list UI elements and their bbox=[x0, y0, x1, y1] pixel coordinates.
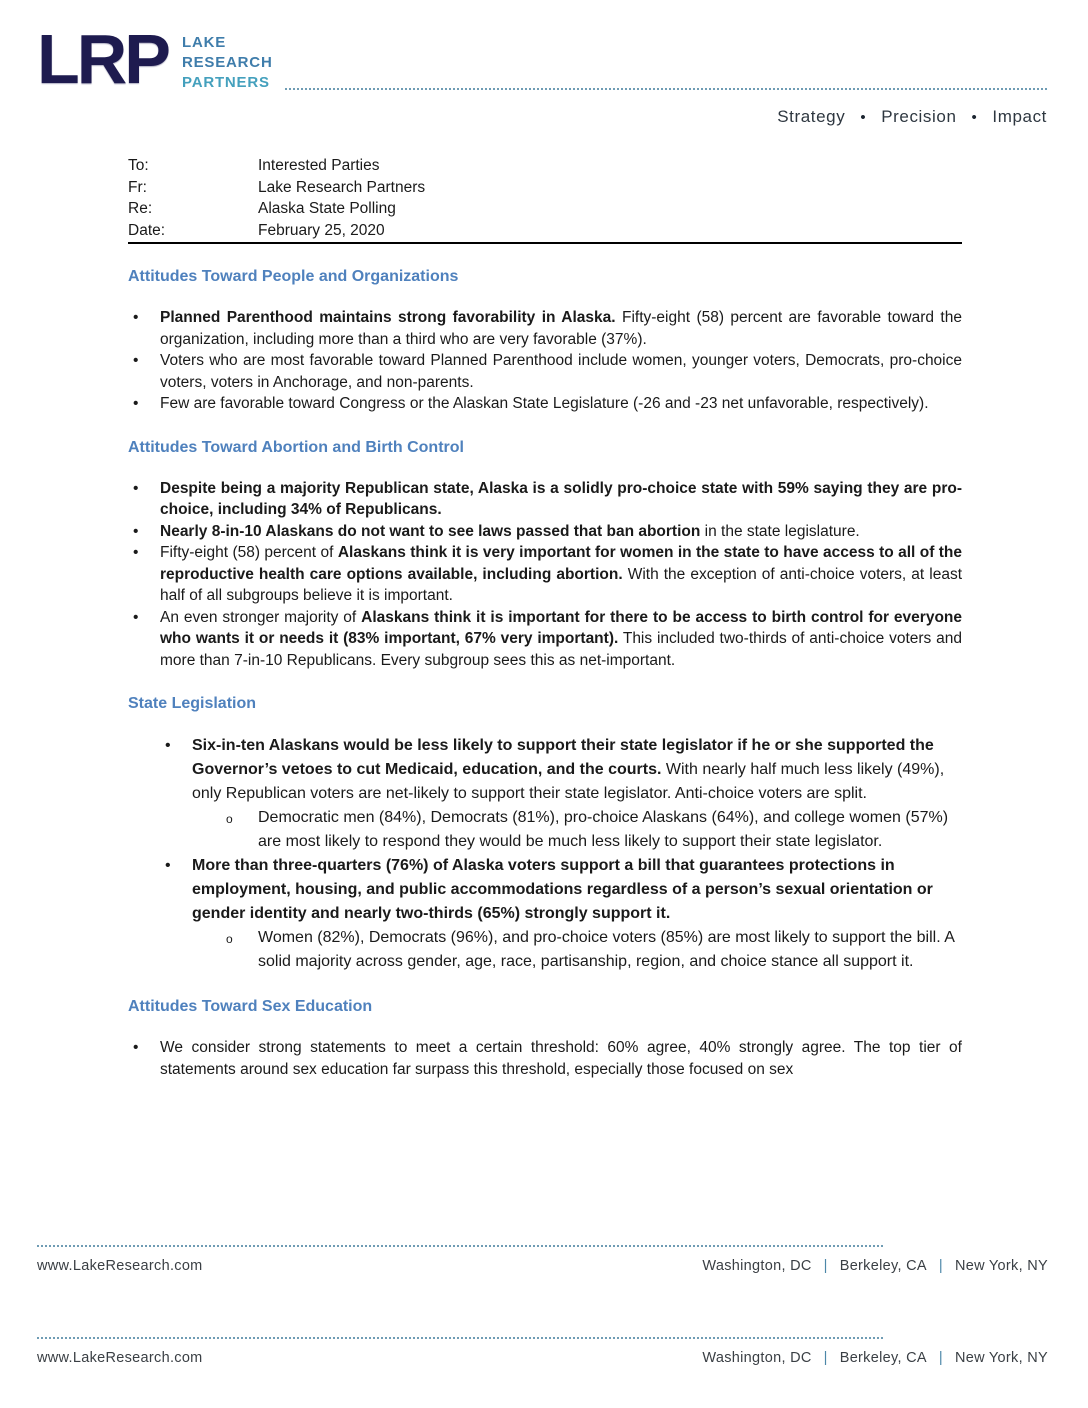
memo-row-to bbox=[128, 155, 962, 177]
sub-bullet-item bbox=[128, 806, 962, 854]
header-dotted-rule bbox=[285, 88, 1047, 90]
bullet-marker-icon: • bbox=[133, 522, 139, 540]
bullet-item bbox=[128, 542, 962, 607]
bullet-item bbox=[128, 307, 962, 350]
bullet-item bbox=[128, 854, 962, 926]
footer-locations bbox=[702, 1350, 1048, 1366]
memo-body bbox=[128, 155, 962, 1080]
bullet-text: Few are favorable toward Congress or the Alaskan State Legislature (-26 and -23 net unfavorable, respectively). bbox=[160, 395, 929, 412]
footer-location-dc: Washington, DC bbox=[702, 1350, 812, 1366]
memo-label: To: bbox=[128, 157, 149, 174]
bullet-marker-icon: • bbox=[133, 395, 139, 412]
pipe-separator-icon: | bbox=[938, 1258, 943, 1274]
bullet-list bbox=[128, 307, 962, 415]
bullet-text: An even stronger majority of Alaskans think it is important for there to be access to birth control for everyone who wants it or needs it (83% important, 67% very important). This included two-thirds of anti-choice voters and more than 7-in-10 Republicans. Every subgroup sees this as net-important. bbox=[160, 608, 963, 669]
section-state-legislation bbox=[128, 695, 962, 974]
page-footer-next bbox=[37, 1337, 1048, 1366]
tagline-precision: Precision bbox=[881, 107, 957, 126]
page-footer bbox=[37, 1245, 1048, 1274]
bullet-text: Nearly 8-in-10 Alaskans do not want to see laws passed that ban abortion in the state legislature. bbox=[160, 522, 860, 540]
sub-bullet-marker-icon: o bbox=[226, 812, 233, 826]
footer-row bbox=[37, 1258, 1048, 1274]
logo-word-partners: PARTNERS bbox=[182, 74, 270, 91]
bullet-list bbox=[128, 734, 962, 974]
memo-value: February 25, 2020 bbox=[258, 221, 385, 239]
footer-website: www.LakeResearch.com bbox=[37, 1258, 203, 1274]
bullet-item bbox=[128, 350, 962, 393]
sections bbox=[128, 268, 962, 1080]
memo-value: Alaska State Polling bbox=[258, 200, 396, 217]
bullet-marker-icon: • bbox=[133, 544, 139, 561]
bullet-text: Six-in-ten Alaskans would be less likely to support their state legislator if he or she supported the Governor’s vetoes to cut Medicaid, education, and the courts. With nearly half much less likely (49%), only Republican voters are net-likely to support their state legislator. Anti-choice voters are split. bbox=[192, 737, 945, 802]
bullet-marker-icon: • bbox=[133, 352, 139, 369]
section-heading: State Legislation bbox=[128, 695, 257, 712]
bullet-text: We consider strong statements to meet a certain threshold: 60% agree, 40% strongly agree. The top tier of statements around sex education far surpass this threshold, especially those focused on sex bbox=[160, 1039, 962, 1078]
bullet-list bbox=[128, 478, 962, 672]
bullet-item bbox=[128, 1037, 962, 1080]
footer-website: www.LakeResearch.com bbox=[37, 1350, 203, 1366]
section-heading: Attitudes Toward People and Organizations bbox=[128, 268, 459, 285]
bullet-marker-icon: • bbox=[133, 309, 139, 326]
bullet-marker-icon: • bbox=[165, 857, 171, 874]
memo-header-block bbox=[128, 155, 962, 244]
memo-row-date bbox=[128, 220, 962, 242]
footer-location-dc: Washington, DC bbox=[702, 1258, 812, 1274]
lrp-logo bbox=[37, 20, 273, 98]
memo-label: Re: bbox=[128, 200, 153, 217]
sub-bullet-item bbox=[128, 926, 962, 974]
sub-bullet-text: Democratic men (84%), Democrats (81%), pro-choice Alaskans (64%), and college women (57%) are most likely to respond they would be much less likely to support their state legislator. bbox=[258, 809, 949, 850]
bullet-text: Planned Parenthood maintains strong favorability in Alaska. Fifty-eight (58) percent are favorable toward the organization, including more than a third who are very favorable (37%). bbox=[160, 309, 962, 348]
bullet-separator-icon: • bbox=[860, 108, 867, 126]
section-heading: Attitudes Toward Abortion and Birth Control bbox=[128, 438, 464, 456]
bullet-text: Voters who are most favorable toward Planned Parenthood include women, younger voters, Democrats, pro-choice voters, voters in Anchorage, and non-parents. bbox=[160, 352, 962, 391]
footer-dotted-rule bbox=[37, 1245, 883, 1247]
section-heading: Attitudes Toward Sex Education bbox=[128, 998, 373, 1015]
footer-locations bbox=[702, 1258, 1048, 1274]
bullet-marker-icon: • bbox=[133, 479, 139, 497]
memo-row-re bbox=[128, 198, 962, 220]
bullet-item bbox=[128, 393, 962, 415]
pipe-separator-icon: | bbox=[823, 1258, 828, 1274]
bullet-text: More than three-quarters (76%) of Alaska voters support a bill that guarantees protections in employment, housing, and public accommodations regardless of a person’s sexual orientation or gender identity and nearly two-thirds (65%) strongly support it. bbox=[192, 857, 933, 922]
footer-location-berkeley: Berkeley, CA bbox=[839, 1350, 927, 1366]
footer-location-berkeley: Berkeley, CA bbox=[839, 1258, 927, 1274]
bullet-marker-icon: • bbox=[133, 1039, 139, 1056]
lrp-logo-monogram: LRP bbox=[37, 20, 168, 98]
memo-value: Lake Research Partners bbox=[258, 178, 426, 196]
footer-dotted-rule bbox=[37, 1337, 883, 1339]
bullet-list bbox=[128, 1037, 962, 1080]
lrp-logo-wordmark bbox=[182, 33, 273, 93]
section-abortion-birth-control bbox=[128, 439, 962, 672]
footer-location-ny: New York, NY bbox=[954, 1350, 1048, 1366]
footer-row bbox=[37, 1350, 1048, 1366]
brand-tagline bbox=[777, 107, 1047, 127]
pipe-separator-icon: | bbox=[938, 1350, 943, 1366]
bullet-item bbox=[128, 478, 962, 521]
bullet-marker-icon: • bbox=[133, 608, 139, 626]
bullet-separator-icon: • bbox=[971, 108, 978, 126]
bullet-item bbox=[128, 607, 962, 672]
tagline-strategy: Strategy bbox=[777, 107, 846, 126]
memo-row-from bbox=[128, 177, 962, 199]
bullet-item bbox=[128, 521, 962, 543]
logo-word-research: RESEARCH bbox=[182, 54, 273, 71]
footer-location-ny: New York, NY bbox=[954, 1258, 1048, 1274]
memo-label: Fr: bbox=[128, 178, 147, 196]
memo-value: Interested Parties bbox=[258, 157, 380, 174]
tagline-impact: Impact bbox=[992, 107, 1047, 126]
bullet-marker-icon: • bbox=[165, 737, 171, 754]
logo-word-lake: LAKE bbox=[182, 34, 227, 51]
pipe-separator-icon: | bbox=[823, 1350, 828, 1366]
memo-label: Date: bbox=[128, 221, 166, 239]
bullet-text: Despite being a majority Republican state, Alaska is a solidly pro-choice state with 59% saying they are pro-choice, including 34% of Republicans. bbox=[160, 479, 962, 518]
bullet-item bbox=[128, 734, 962, 806]
sub-bullet-marker-icon: o bbox=[226, 932, 233, 946]
section-sex-education bbox=[128, 998, 962, 1080]
sub-bullet-text: Women (82%), Democrats (96%), and pro-choice voters (85%) are most likely to support the bill. A solid majority across gender, age, race, partisanship, region, and choice stance all support it. bbox=[258, 929, 954, 970]
memo-header-rule bbox=[128, 242, 962, 244]
section-people-orgs bbox=[128, 268, 962, 415]
bullet-text: Fifty-eight (58) percent of Alaskans think it is very important for women in the state to have access to all of the reproductive health care options available, including abortion. With the exception of anti-choice voters, at least half of all subgroups believe it is important. bbox=[160, 544, 963, 604]
